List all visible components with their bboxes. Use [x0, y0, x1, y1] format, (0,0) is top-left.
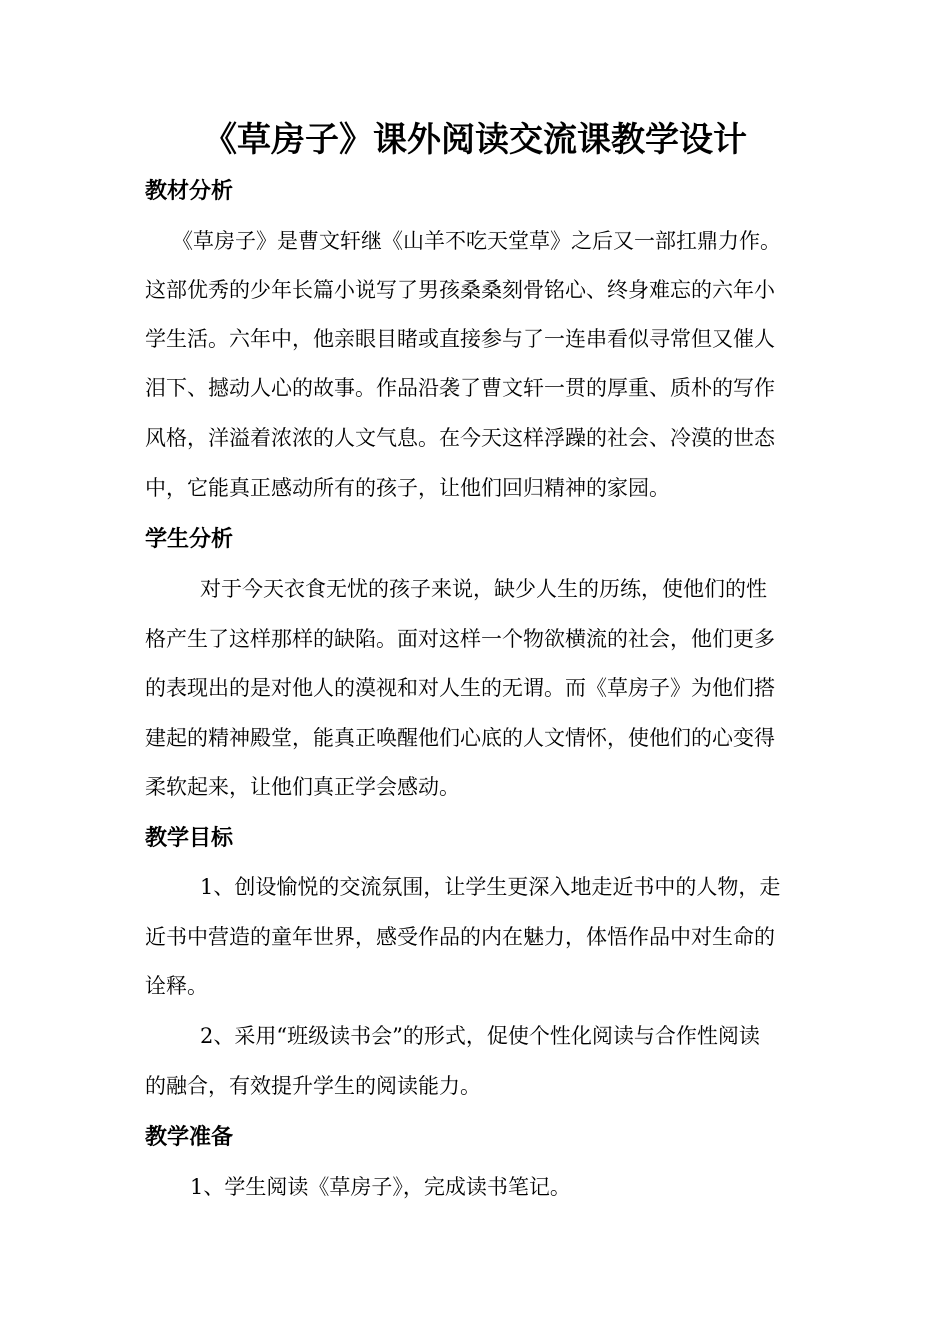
paragraph-line: 1、创设愉悦的交流氛围，让学生更深入地走近书中的人物，走	[200, 875, 781, 899]
section-heading-teaching-preparation: 教学准备	[145, 1124, 234, 1150]
paragraph-line: 的表现出的是对他人的漠视和对人生的无谓。而《草房子》为他们搭	[145, 676, 775, 700]
section-heading-textbook-analysis: 教材分析	[145, 178, 234, 204]
paragraph-line: 中，它能真正感动所有的孩子，让他们回归精神的家园。	[145, 476, 670, 500]
paragraph-line: 建起的精神殿堂，能真正唤醒他们心底的人文情怀，使他们的心变得	[145, 726, 775, 750]
section-heading-teaching-goals: 教学目标	[145, 825, 234, 851]
paragraph-line: 格产生了这样那样的缺陷。面对这样一个物欲横流的社会，他们更多	[145, 627, 775, 651]
document-title: 《草房子》课外阅读交流课教学设计	[203, 120, 747, 160]
paragraph-line: 风格，洋溢着浓浓的人文气息。在今天这样浮躁的社会、冷漠的世态	[145, 426, 775, 450]
paragraph-line: 1、学生阅读《草房子》，完成读书笔记。	[190, 1175, 571, 1199]
paragraph-line: 近书中营造的童年世界，感受作品的内在魅力，体悟作品中对生命的	[145, 925, 775, 949]
paragraph-line: 的融合，有效提升学生的阅读能力。	[145, 1074, 481, 1098]
paragraph-line: 学生活。六年中，他亲眼目睹或直接参与了一连串看似寻常但又催人	[145, 327, 775, 351]
section-heading-student-analysis: 学生分析	[145, 526, 234, 552]
paragraph-line: 对于今天衣食无忧的孩子来说，缺少人生的历练，使他们的性	[200, 577, 767, 601]
paragraph-line: 2、采用“班级读书会”的形式，促使个性化阅读与合作性阅读	[200, 1024, 760, 1048]
paragraph-line: 诠释。	[145, 974, 208, 998]
paragraph-line: 泪下、撼动人心的故事。作品沿袭了曹文轩一贯的厚重、质朴的写作	[145, 376, 775, 400]
paragraph-line: 柔软起来，让他们真正学会感动。	[145, 775, 460, 799]
paragraph-line: 这部优秀的少年长篇小说写了男孩桑桑刻骨铭心、终身难忘的六年小	[145, 278, 775, 302]
paragraph-line: 《草房子》是曹文轩继《山羊不吃天堂草》之后又一部扛鼎力作。	[172, 229, 781, 253]
